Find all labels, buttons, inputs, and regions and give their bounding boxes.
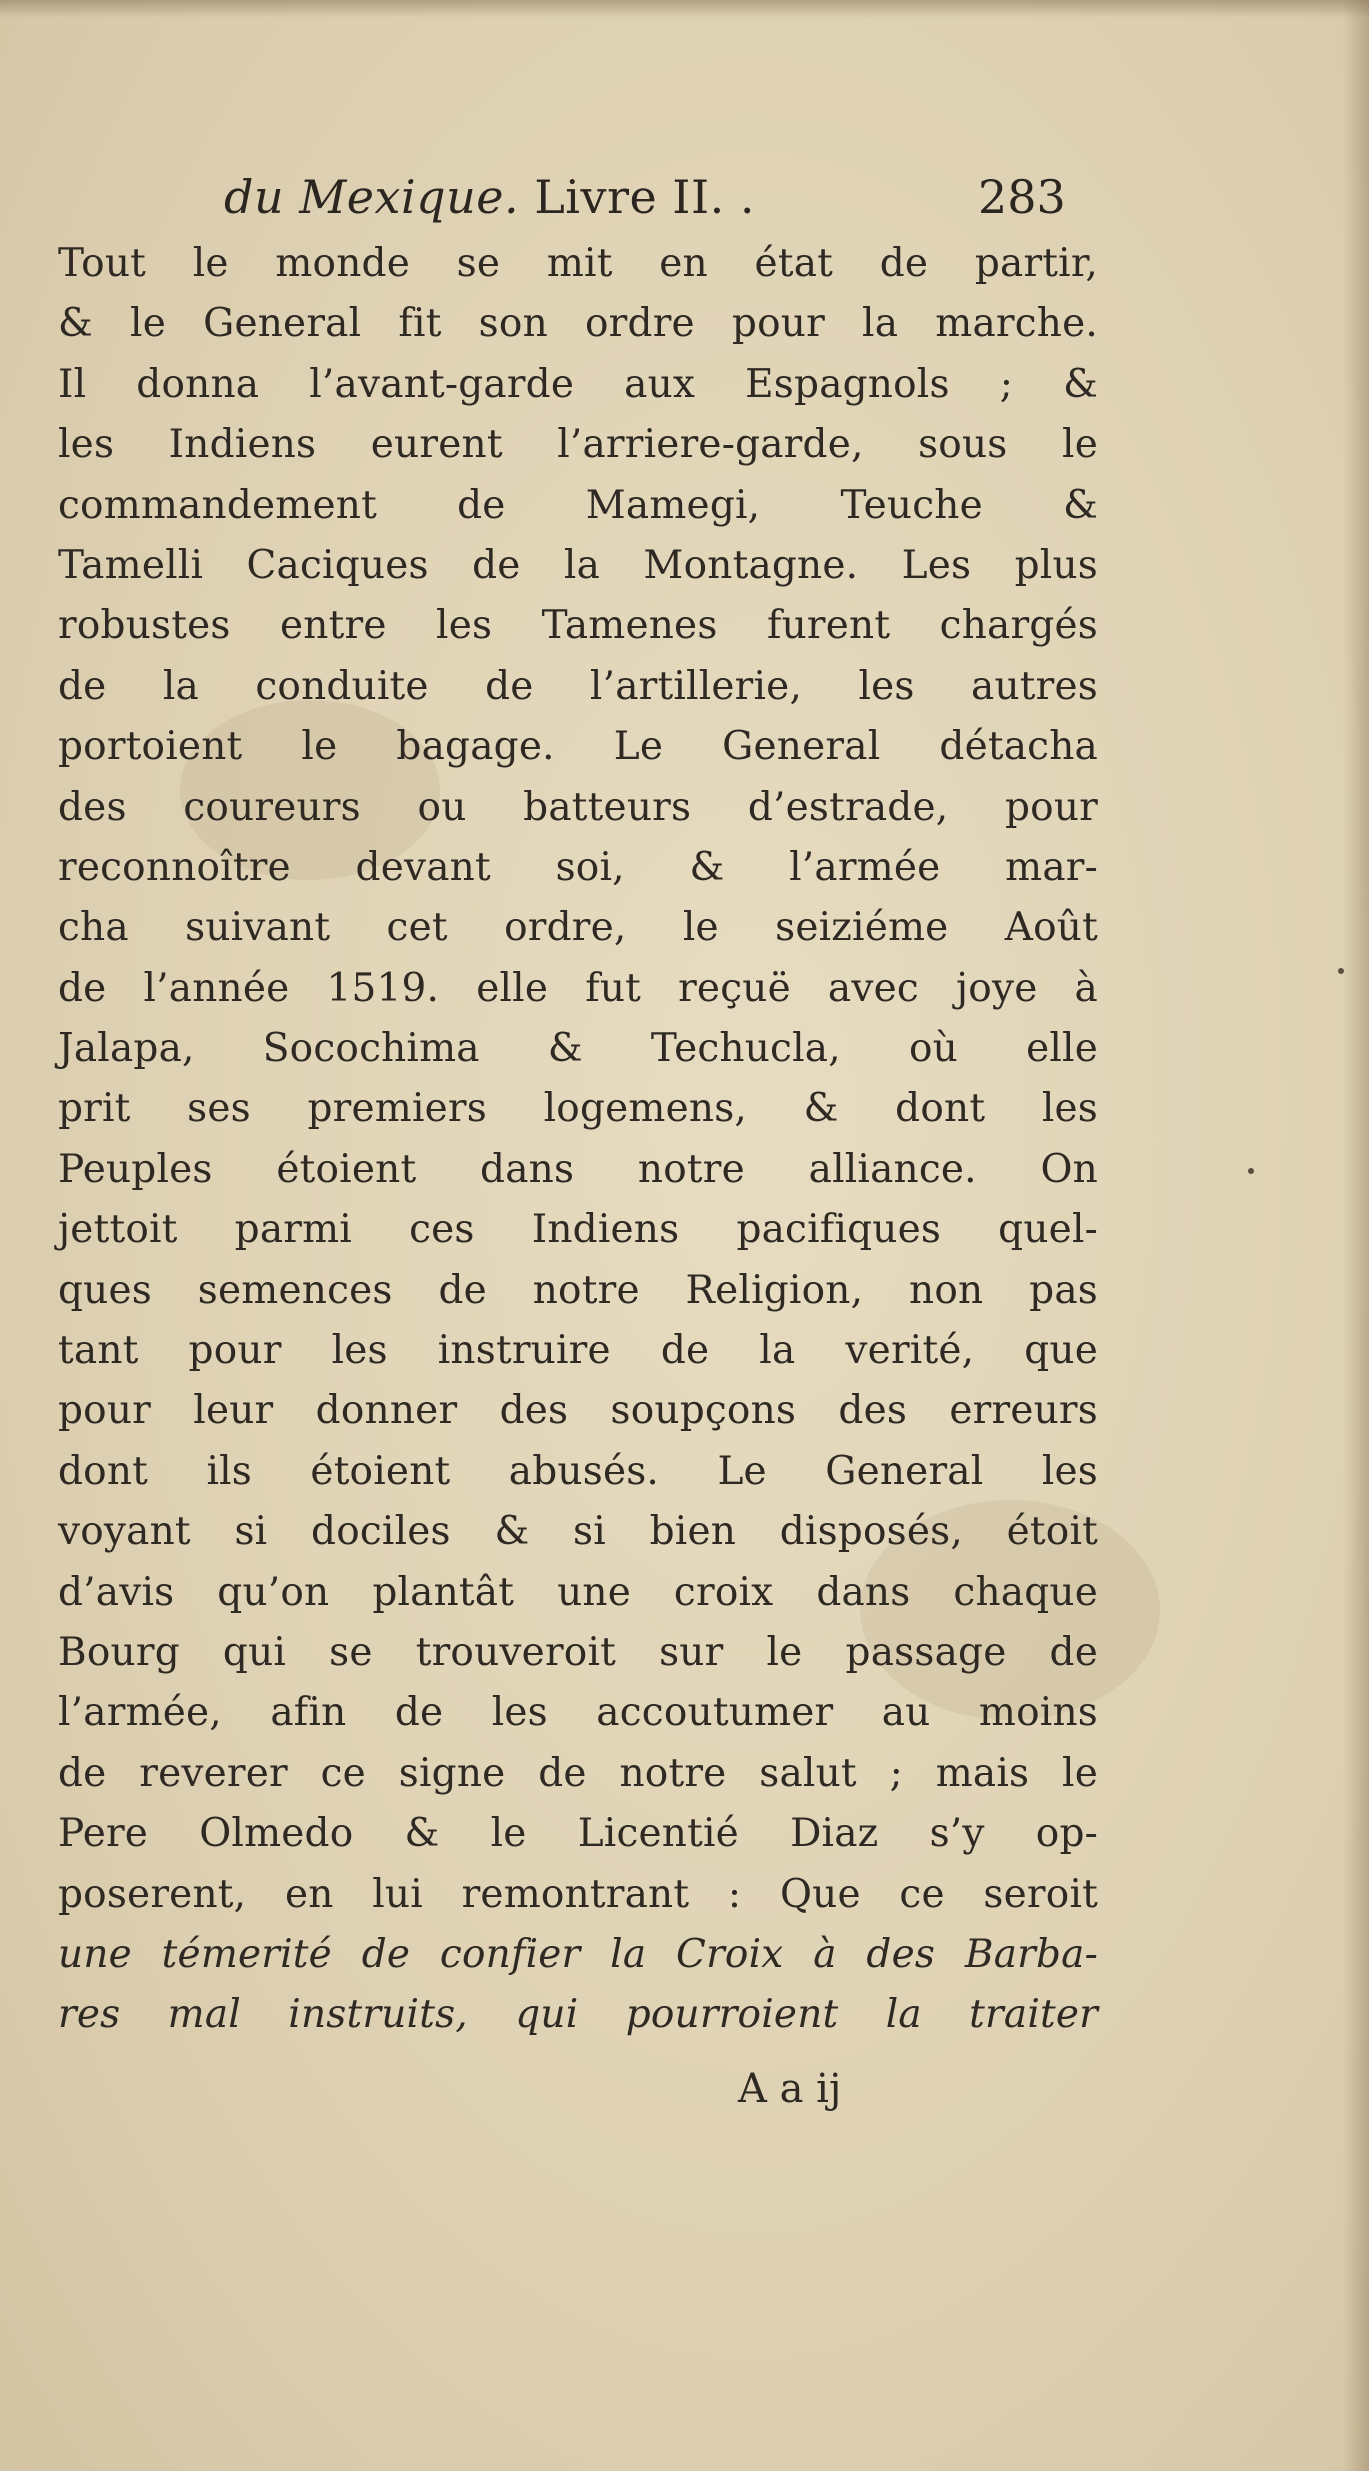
running-head-work: du Mexique. xyxy=(224,170,520,224)
text-line: robustes entre les Tamenes furent chargés xyxy=(58,603,1098,649)
text-line: portoient le bagage. Le General détacha xyxy=(58,724,1098,770)
text-line: jettoit parmi ces Indiens pacifiques quel- xyxy=(58,1207,1098,1253)
text-line: prit ses premiers logemens, & dont les xyxy=(58,1086,1098,1132)
text-line: & le General fit son ordre pour la marche. xyxy=(58,301,1098,347)
running-head-book: Livre II. xyxy=(534,170,725,224)
body-text xyxy=(58,234,1098,2046)
signature-mark: A a ij xyxy=(738,2066,842,2112)
ink-speck xyxy=(1248,1168,1254,1174)
text-line: Tamelli Caciques de la Montagne. Les plus xyxy=(58,542,1098,588)
running-head-dot: . xyxy=(739,170,756,224)
text-line: dont ils étoient abusés. Le General les xyxy=(58,1448,1098,1494)
page-top-shadow xyxy=(0,0,1369,18)
text-line: res mal instruits, qui pourroient la traiter xyxy=(58,1992,1098,2038)
text-line: de reverer ce signe de notre salut ; mais le xyxy=(58,1750,1098,1796)
text-line: des coureurs ou batteurs d’estrade, pour xyxy=(58,784,1098,830)
text-line: d’avis qu’on plantât une croix dans chaque xyxy=(58,1569,1098,1615)
text-line: reconnoître devant soi, & l’armée mar- xyxy=(58,844,1098,890)
text-line: Peuples étoient dans notre alliance. On xyxy=(58,1146,1098,1192)
text-line: l’armée, afin de les accoutumer au moins xyxy=(58,1690,1098,1736)
text-line: poserent, en lui remontrant : Que ce seroit xyxy=(58,1871,1098,1917)
text-line: Bourg qui se trouveroit sur le passage de xyxy=(58,1629,1098,1675)
text-line: Tout le monde se mit en état de partir, xyxy=(58,241,1098,286)
page-edge-shadow xyxy=(1343,0,1369,2471)
text-line: Pere Olmedo & le Licentié Diaz s’y op- xyxy=(58,1811,1098,1857)
running-head xyxy=(0,170,1369,240)
text-line: pour leur donner des soupçons des erreurs xyxy=(58,1388,1098,1434)
text-line: commandement de Mamegi, Teuche & xyxy=(58,482,1098,528)
ink-speck xyxy=(1338,968,1344,974)
running-head-title xyxy=(224,170,755,224)
text-line: voyant si dociles & si bien disposés, étoit xyxy=(58,1509,1098,1555)
text-line: Il donna l’avant-garde aux Espagnols ; & xyxy=(58,361,1098,407)
text-line: tant pour les instruire de la verité, que xyxy=(58,1328,1098,1374)
page-number: 283 xyxy=(978,170,1066,224)
text-line: les Indiens eurent l’arriere-garde, sous le xyxy=(58,422,1098,468)
text-line: de l’année 1519. elle fut reçuë avec joye à xyxy=(58,965,1098,1011)
text-line: cha suivant cet ordre, le seiziéme Août xyxy=(58,905,1098,951)
text-line: une témerité de confier la Croix à des Barba- xyxy=(58,1931,1098,1977)
text-line: de la conduite de l’artillerie, les autres xyxy=(58,663,1098,709)
text-line: ques semences de notre Religion, non pas xyxy=(58,1267,1098,1313)
text-line: Jalapa, Socochima & Techucla, où elle xyxy=(58,1026,1098,1072)
